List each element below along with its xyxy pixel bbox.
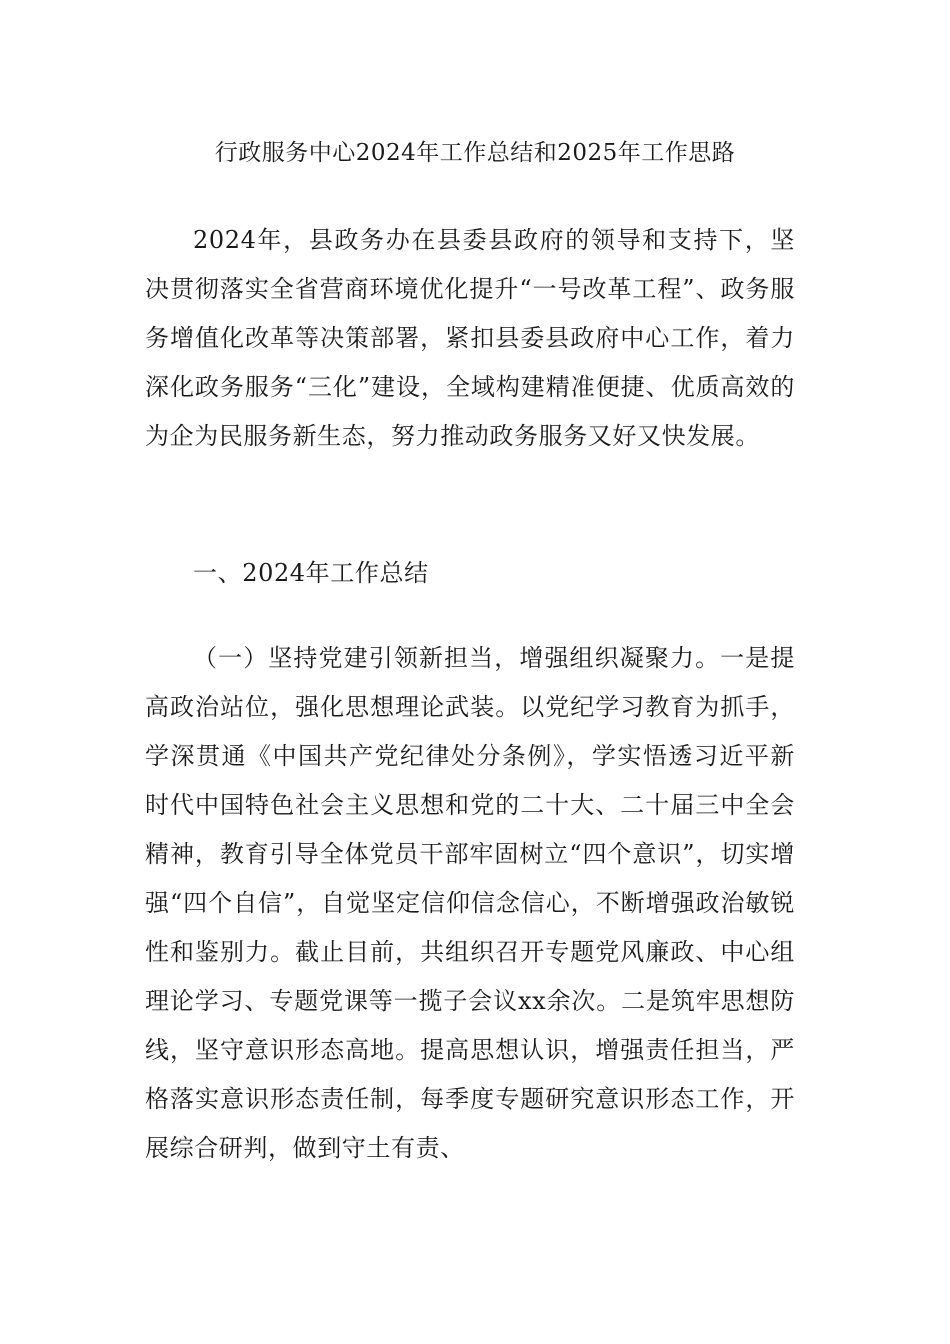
section-paragraph: （一）坚持党建引领新担当，增强组织凝聚力。一是提高政治站位，强化思想理论武装。以党纪学习教育为抓手，学深贯通《中国共产党纪律处分条例》，学实悟透习近平新时代中国特色社会主义思想和党的二十大、二十届三中全会精神，教育引导全体党员干部牢固树立“四个意识”，切实增强“四个自信”，自觉坚定信仰信念信心，不断增强政治敏锐性和鉴别力。截止目前，共组织召开专题党风廉政、中心组理论学习、专题党课等一揽子会议xx余次。二是筑牢思想防线，坚守意识形态高地。提高思想认识，增强责任担当，严格落实意识形态责任制，每季度专题研究意识形态工作，开展综合研判，做到守土有责、 <box>145 644 795 1162</box>
section-heading: 一、2024年工作总结 <box>193 559 429 587</box>
intro-paragraph: 2024年，县政务办在县委县政府的领导和支持下，坚决贯彻落实全省营商环境优化提升“一号改革工程”、政务服务增值化改革等决策部署，紧扣县委县政府中心工作，着力深化政务服务“三化”建设，全域构建精准便捷、优质高效的为企为民服务新生态，努力推动政务服务又好又快发展。 <box>145 226 795 450</box>
document-title: 行政服务中心2024年工作总结和2025年工作思路 <box>214 140 736 166</box>
